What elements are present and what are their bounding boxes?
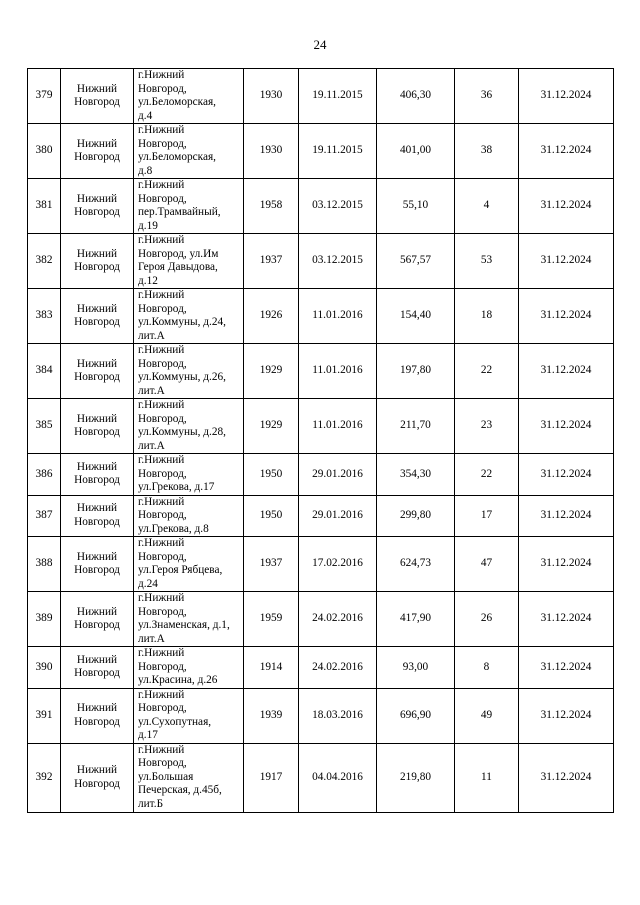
area-cell: 197,80 bbox=[377, 344, 455, 399]
recognition-date-cell: 03.12.2015 bbox=[299, 179, 377, 234]
area-cell: 401,00 bbox=[377, 124, 455, 179]
table-row bbox=[28, 179, 614, 234]
page-number: 24 bbox=[313, 37, 327, 52]
city-cell: Нижний Новгород bbox=[61, 179, 134, 234]
city-cell: Нижний Новгород bbox=[61, 399, 134, 454]
housing-register-table bbox=[27, 68, 614, 813]
row-number-cell: 382 bbox=[28, 234, 61, 289]
address-cell: г.Нижний Новгород, ул.Сухопутная, д.17 bbox=[134, 688, 244, 743]
city-cell: Нижний Новгород bbox=[61, 344, 134, 399]
residents-count-cell: 22 bbox=[455, 454, 519, 496]
row-number-cell: 386 bbox=[28, 454, 61, 496]
recognition-date-cell: 11.01.2016 bbox=[299, 289, 377, 344]
address-cell: г.Нижний Новгород, ул.Знаменская, д.1, лит.А bbox=[134, 592, 244, 647]
year-built-cell: 1930 bbox=[244, 69, 299, 124]
year-built-cell: 1937 bbox=[244, 234, 299, 289]
recognition-date-cell: 19.11.2015 bbox=[299, 69, 377, 124]
city-cell: Нижний Новгород bbox=[61, 592, 134, 647]
row-number-cell: 385 bbox=[28, 399, 61, 454]
residents-count-cell: 22 bbox=[455, 344, 519, 399]
recognition-date-cell: 29.01.2016 bbox=[299, 495, 377, 537]
recognition-date-cell: 17.02.2016 bbox=[299, 537, 377, 592]
table-row bbox=[28, 743, 614, 812]
row-number-cell: 384 bbox=[28, 344, 61, 399]
deadline-cell: 31.12.2024 bbox=[519, 454, 614, 496]
address-cell: г.Нижний Новгород, пер.Трамвайный, д.19 bbox=[134, 179, 244, 234]
table-row bbox=[28, 647, 614, 689]
row-number-cell: 387 bbox=[28, 495, 61, 537]
area-cell: 417,90 bbox=[377, 592, 455, 647]
recognition-date-cell: 24.02.2016 bbox=[299, 592, 377, 647]
row-number-cell: 391 bbox=[28, 688, 61, 743]
residents-count-cell: 11 bbox=[455, 743, 519, 812]
row-number-cell: 392 bbox=[28, 743, 61, 812]
recognition-date-cell: 18.03.2016 bbox=[299, 688, 377, 743]
residents-count-cell: 8 bbox=[455, 647, 519, 689]
city-cell: Нижний Новгород bbox=[61, 743, 134, 812]
address-cell: г.Нижний Новгород, ул.Красина, д.26 bbox=[134, 647, 244, 689]
residents-count-cell: 53 bbox=[455, 234, 519, 289]
deadline-cell: 31.12.2024 bbox=[519, 69, 614, 124]
city-cell: Нижний Новгород bbox=[61, 647, 134, 689]
deadline-cell: 31.12.2024 bbox=[519, 537, 614, 592]
year-built-cell: 1929 bbox=[244, 344, 299, 399]
city-cell: Нижний Новгород bbox=[61, 688, 134, 743]
residents-count-cell: 26 bbox=[455, 592, 519, 647]
row-number-cell: 388 bbox=[28, 537, 61, 592]
table-row bbox=[28, 454, 614, 496]
city-cell: Нижний Новгород bbox=[61, 495, 134, 537]
table-row bbox=[28, 592, 614, 647]
residents-count-cell: 17 bbox=[455, 495, 519, 537]
year-built-cell: 1959 bbox=[244, 592, 299, 647]
area-cell: 55,10 bbox=[377, 179, 455, 234]
year-built-cell: 1914 bbox=[244, 647, 299, 689]
row-number-cell: 383 bbox=[28, 289, 61, 344]
residents-count-cell: 36 bbox=[455, 69, 519, 124]
address-cell: г.Нижний Новгород, ул.Большая Печерская, д.45б, лит.Б bbox=[134, 743, 244, 812]
address-cell: г.Нижний Новгород, ул.Героя Рябцева, д.24 bbox=[134, 537, 244, 592]
row-number-cell: 380 bbox=[28, 124, 61, 179]
year-built-cell: 1939 bbox=[244, 688, 299, 743]
row-number-cell: 390 bbox=[28, 647, 61, 689]
table-row bbox=[28, 495, 614, 537]
area-cell: 93,00 bbox=[377, 647, 455, 689]
area-cell: 211,70 bbox=[377, 399, 455, 454]
table-row bbox=[28, 289, 614, 344]
deadline-cell: 31.12.2024 bbox=[519, 688, 614, 743]
recognition-date-cell: 29.01.2016 bbox=[299, 454, 377, 496]
address-cell: г.Нижний Новгород, ул.Грекова, д.8 bbox=[134, 495, 244, 537]
table-row bbox=[28, 688, 614, 743]
city-cell: Нижний Новгород bbox=[61, 537, 134, 592]
row-number-cell: 381 bbox=[28, 179, 61, 234]
address-cell: г.Нижний Новгород, ул.Грекова, д.17 bbox=[134, 454, 244, 496]
address-cell: г.Нижний Новгород, ул.Им Героя Давыдова, д.12 bbox=[134, 234, 244, 289]
city-cell: Нижний Новгород bbox=[61, 124, 134, 179]
recognition-date-cell: 04.04.2016 bbox=[299, 743, 377, 812]
address-cell: г.Нижний Новгород, ул.Коммуны, д.26, лит.А bbox=[134, 344, 244, 399]
city-cell: Нижний Новгород bbox=[61, 234, 134, 289]
address-cell: г.Нижний Новгород, ул.Коммуны, д.24, лит.А bbox=[134, 289, 244, 344]
recognition-date-cell: 11.01.2016 bbox=[299, 399, 377, 454]
area-cell: 154,40 bbox=[377, 289, 455, 344]
year-built-cell: 1958 bbox=[244, 179, 299, 234]
residents-count-cell: 23 bbox=[455, 399, 519, 454]
year-built-cell: 1930 bbox=[244, 124, 299, 179]
residents-count-cell: 49 bbox=[455, 688, 519, 743]
year-built-cell: 1937 bbox=[244, 537, 299, 592]
year-built-cell: 1950 bbox=[244, 495, 299, 537]
deadline-cell: 31.12.2024 bbox=[519, 234, 614, 289]
address-cell: г.Нижний Новгород, ул.Беломорская, д.4 bbox=[134, 69, 244, 124]
table-row bbox=[28, 399, 614, 454]
recognition-date-cell: 19.11.2015 bbox=[299, 124, 377, 179]
area-cell: 354,30 bbox=[377, 454, 455, 496]
deadline-cell: 31.12.2024 bbox=[519, 399, 614, 454]
residents-count-cell: 4 bbox=[455, 179, 519, 234]
recognition-date-cell: 24.02.2016 bbox=[299, 647, 377, 689]
table-body bbox=[28, 69, 614, 813]
area-cell: 219,80 bbox=[377, 743, 455, 812]
area-cell: 624,73 bbox=[377, 537, 455, 592]
recognition-date-cell: 11.01.2016 bbox=[299, 344, 377, 399]
residents-count-cell: 47 bbox=[455, 537, 519, 592]
area-cell: 696,90 bbox=[377, 688, 455, 743]
table-row bbox=[28, 124, 614, 179]
deadline-cell: 31.12.2024 bbox=[519, 592, 614, 647]
table-row bbox=[28, 69, 614, 124]
area-cell: 567,57 bbox=[377, 234, 455, 289]
table-row bbox=[28, 537, 614, 592]
deadline-cell: 31.12.2024 bbox=[519, 647, 614, 689]
residents-count-cell: 38 bbox=[455, 124, 519, 179]
deadline-cell: 31.12.2024 bbox=[519, 743, 614, 812]
table-row bbox=[28, 234, 614, 289]
deadline-cell: 31.12.2024 bbox=[519, 124, 614, 179]
row-number-cell: 389 bbox=[28, 592, 61, 647]
deadline-cell: 31.12.2024 bbox=[519, 179, 614, 234]
address-cell: г.Нижний Новгород, ул.Беломорская, д.8 bbox=[134, 124, 244, 179]
deadline-cell: 31.12.2024 bbox=[519, 495, 614, 537]
row-number-cell: 379 bbox=[28, 69, 61, 124]
year-built-cell: 1950 bbox=[244, 454, 299, 496]
year-built-cell: 1929 bbox=[244, 399, 299, 454]
city-cell: Нижний Новгород bbox=[61, 289, 134, 344]
address-cell: г.Нижний Новгород, ул.Коммуны, д.28, лит.А bbox=[134, 399, 244, 454]
year-built-cell: 1926 bbox=[244, 289, 299, 344]
area-cell: 406,30 bbox=[377, 69, 455, 124]
table-row bbox=[28, 344, 614, 399]
city-cell: Нижний Новгород bbox=[61, 454, 134, 496]
deadline-cell: 31.12.2024 bbox=[519, 289, 614, 344]
deadline-cell: 31.12.2024 bbox=[519, 344, 614, 399]
recognition-date-cell: 03.12.2015 bbox=[299, 234, 377, 289]
city-cell: Нижний Новгород bbox=[61, 69, 134, 124]
area-cell: 299,80 bbox=[377, 495, 455, 537]
year-built-cell: 1917 bbox=[244, 743, 299, 812]
residents-count-cell: 18 bbox=[455, 289, 519, 344]
